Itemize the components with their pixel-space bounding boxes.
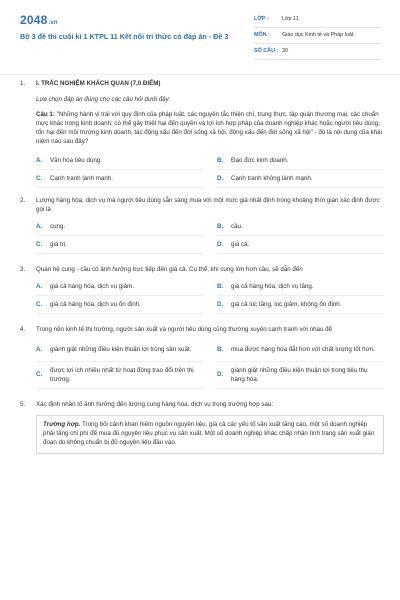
site-logo[interactable] [20, 12, 58, 29]
logo-suffix: .vn [48, 20, 58, 26]
question-block [20, 197, 384, 259]
answer-options [36, 154, 384, 188]
option-letter: D. [217, 174, 224, 182]
option-letter: A. [36, 345, 43, 353]
option-text: Cạnh tranh không lành mạnh. [231, 174, 313, 182]
option-text: giá cả hàng hóa, dịch vụ tăng. [231, 282, 314, 290]
answer-option[interactable] [217, 340, 384, 362]
option-text: cung. [50, 222, 66, 230]
meta-row-class [254, 12, 382, 28]
option-letter: B. [217, 222, 224, 230]
answer-option[interactable] [36, 154, 203, 170]
question-block [20, 80, 384, 89]
logo-text: 2048 [20, 13, 48, 27]
question-number: 4. [20, 325, 26, 333]
answer-option[interactable] [217, 172, 384, 188]
section-title: I. TRẮC NGHIỆM KHÁCH QUAN (7,0 ĐIỂM) [36, 80, 161, 87]
answer-option[interactable] [217, 298, 384, 314]
option-text: được lợi ích nhiều nhất từ hoạt động trao đổi trên thị trường. [50, 366, 194, 383]
question-number: 5. [20, 400, 26, 408]
option-text: giá cả lúc tăng, lúc giảm, không ổn định. [231, 300, 342, 308]
meta-value: 30 [282, 47, 288, 54]
answer-option[interactable] [36, 280, 203, 296]
option-text: giành giật những điều kiện thuận lợi trong tiêu thụ hàng hóa. [231, 366, 368, 383]
question-text: Xác định nhân tố ảnh hưởng đến lượng cung hàng hóa, dịch vụ trong trường hợp sau: [36, 400, 274, 408]
option-text: cầu. [231, 222, 243, 230]
answer-option[interactable] [217, 154, 384, 170]
option-text: giá trị. [50, 240, 67, 248]
answer-option[interactable] [36, 238, 203, 254]
option-letter: C. [36, 240, 43, 248]
case-study-box [36, 415, 384, 454]
meta-key: SỐ CÂU : [254, 47, 279, 54]
option-text: Đạo đức kinh doanh. [231, 156, 289, 164]
answer-option[interactable] [36, 364, 203, 389]
instruction-text: Lựa chọn đáp án đúng cho các câu hỏi dưới đây: [36, 95, 171, 103]
answer-option[interactable] [36, 172, 203, 188]
option-letter: C. [36, 174, 43, 182]
question-text: "Những hành vi trái với quy định của pháp luật, các nguyên tắc thiện chí, trung thực, tập quán thương mại, các chuẩn mực khác trong kinh doanh; có thể gây thiệt hại đến quyền và lợi ích hợp pháp của doanh nghiệp khác hoặc người tiêu dùng, tổn hại đến môi trường kinh doanh, tác động xấu đến đời sống xã hội. động xấu đến đời sống xã hội" - đó là nội dung của khái niệm nào sau đây? [36, 110, 382, 145]
option-letter: D. [217, 240, 224, 248]
meta-key: MÔN : [254, 31, 270, 38]
question-text: Quan hệ cung - cầu có ảnh hưởng trực tiếp đến giá cả. Cụ thể: khi cung lớn hơn cầu, sẽ dẫn đến [36, 265, 303, 273]
question-number: 3. [20, 265, 26, 273]
question-text: Lượng hàng hóa, dịch vụ mà người tiêu dùng sẵn sàng mua với một mức giá nhất định trong khoảng thời gian xác định được gọi là [36, 196, 380, 213]
option-text: giá cả hàng hóa, dịch vụ giảm. [50, 282, 134, 290]
option-text: giá cả hàng hóa, dịch vụ ổn định. [50, 300, 141, 308]
document-title: Bộ 3 đề thi cuối kì 1 KTPL 11 Kết nối tri thức có đáp án - Đề 3 [20, 32, 229, 41]
meta-row-subject [254, 28, 382, 44]
case-label: Trường hợp. [43, 420, 81, 428]
option-letter: A. [36, 282, 43, 290]
answer-option[interactable] [217, 220, 384, 236]
exam-content [20, 80, 384, 461]
question-number: 1. [20, 80, 26, 87]
answer-options [36, 280, 384, 314]
meta-value[interactable]: Lớp 11 [282, 15, 299, 22]
option-letter: A. [36, 222, 43, 230]
answer-option[interactable] [217, 364, 384, 389]
meta-table [254, 12, 382, 60]
option-letter: C. [36, 371, 43, 379]
question-block [20, 326, 384, 394]
option-text: Văn hóa tiêu dùng. [50, 156, 102, 164]
meta-key: LỚP : [254, 15, 269, 22]
option-text: giá cả. [231, 240, 250, 248]
question-label: Câu 1: [36, 110, 55, 118]
question-number: 2. [20, 196, 26, 204]
option-letter: A. [36, 156, 43, 164]
header-divider [0, 74, 400, 75]
answer-option[interactable] [217, 280, 384, 296]
question-block [20, 401, 384, 454]
option-letter: B. [217, 345, 224, 353]
option-letter: D. [217, 300, 224, 308]
meta-row-count [254, 44, 382, 60]
answer-options [36, 220, 384, 254]
option-text: mua được hàng hóa đắt hơn với chất lượng tốt hơn. [231, 345, 375, 353]
option-text: Cạnh tranh lành mạnh. [50, 174, 113, 182]
answer-option[interactable] [36, 220, 203, 236]
option-text: giành giật những điều kiện thuận lợi trong sản xuất. [50, 345, 192, 353]
question-1-text [36, 111, 384, 147]
option-letter: B. [217, 282, 224, 290]
page-header [0, 0, 400, 68]
case-text: Trong bối cảnh khan hiếm nguồn nguyên liệu, giá cả các yếu tố sản xuất tăng cao, một số doanh nghiệp phải tăng chi phí để mua đủ nguyên liệu phục vụ sản xuất. Một số doanh nghiệp khác chấp nhận tình trạng sản xuất gián đoạn do không chuẩn bị đủ nguyên liệu đầu vào. [43, 420, 375, 446]
answer-option[interactable] [36, 340, 203, 362]
answer-option[interactable] [36, 298, 203, 314]
answer-option[interactable] [217, 238, 384, 254]
option-letter: D. [217, 371, 224, 379]
option-letter: B. [217, 156, 224, 164]
question-block [20, 266, 384, 319]
option-letter: C. [36, 300, 43, 308]
meta-value[interactable]: Giáo dục Kinh tế và Pháp luật [282, 31, 354, 38]
question-text: Trong nền kinh tế thị trường, người sản xuất và người tiêu dùng cũng thường xuyên cạnh tranh với nhau để [36, 325, 332, 333]
answer-options [36, 340, 384, 389]
